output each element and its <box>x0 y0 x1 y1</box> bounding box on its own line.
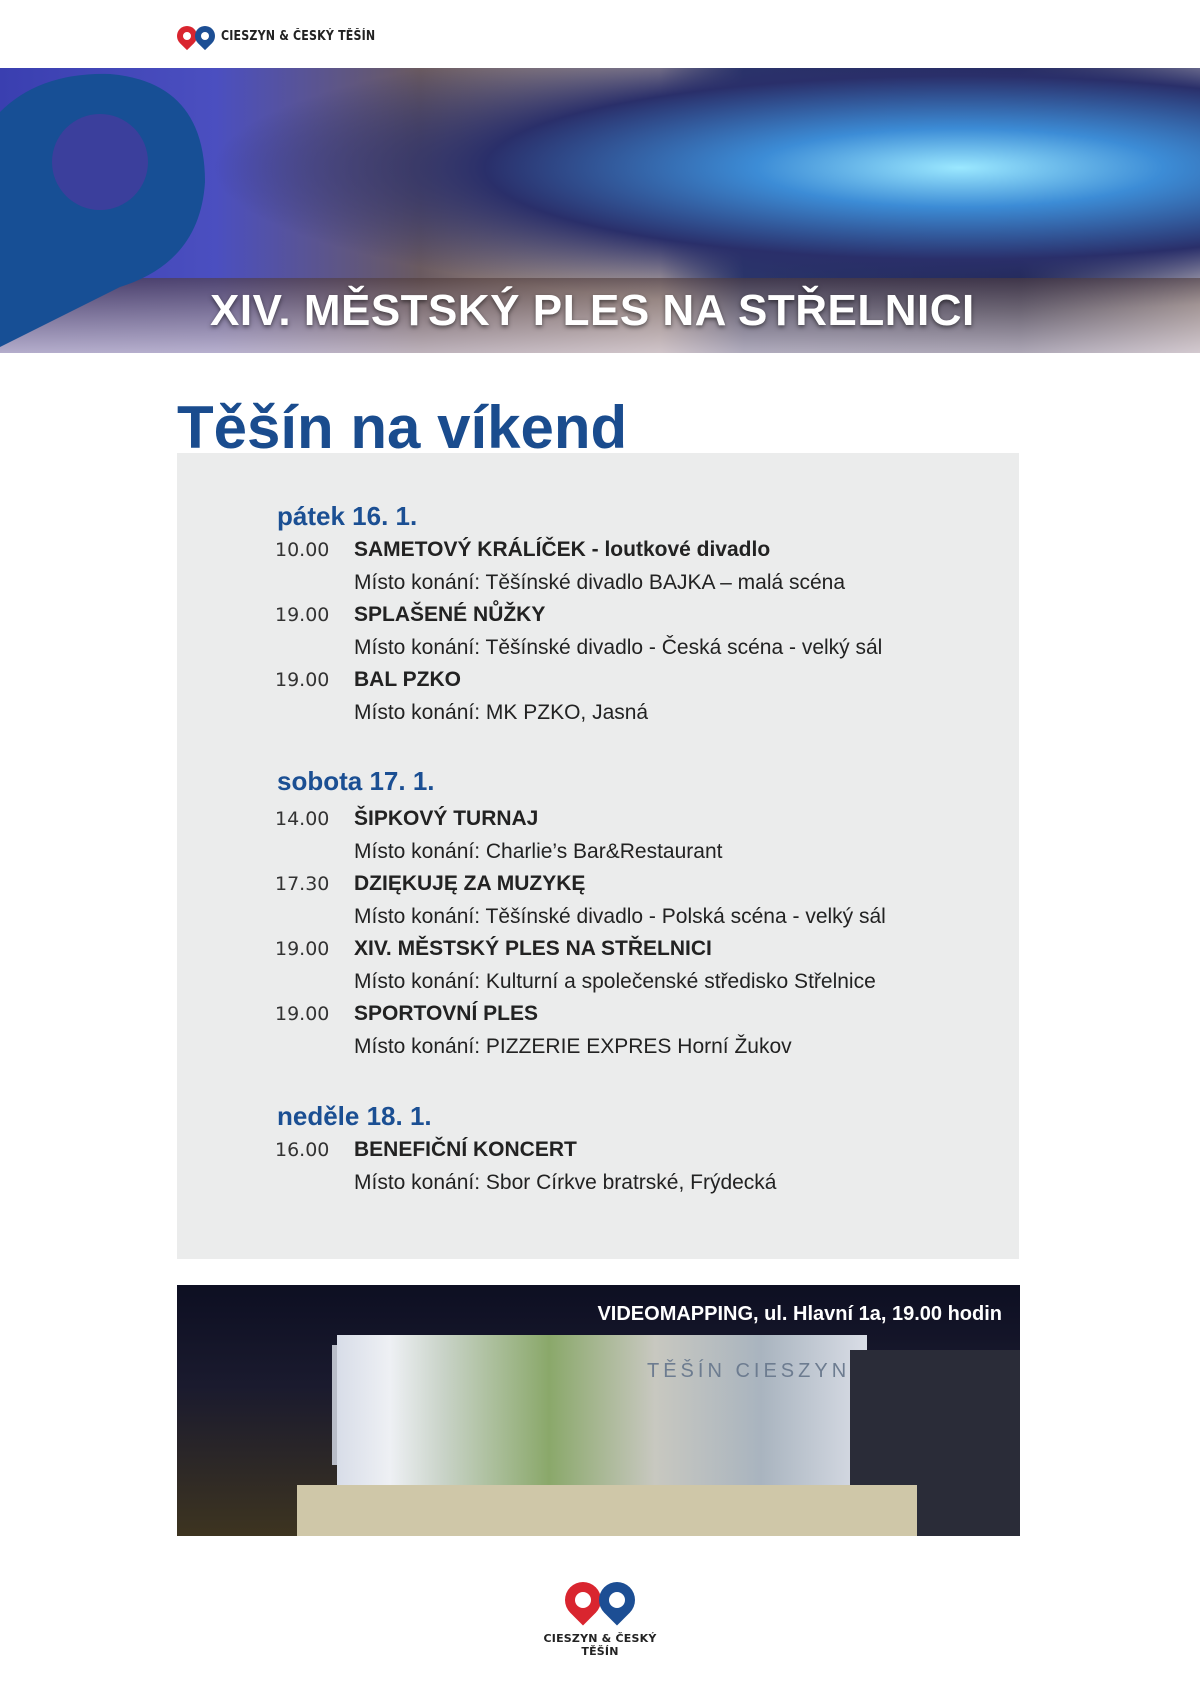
photo-caption: VIDEOMAPPING, ul. Hlavní 1a, 19.00 hodin <box>597 1303 1002 1325</box>
event-row <box>275 538 770 562</box>
event-row <box>275 1002 538 1026</box>
event-venue: Místo konání: Charlie’s Bar&Restaurant <box>354 840 723 863</box>
event-row <box>275 668 461 692</box>
brand-logo-top <box>177 26 403 46</box>
event-banner <box>0 68 1200 353</box>
event-venue: Místo konání: Těšínské divadlo BAJKA – malá scéna <box>354 571 846 594</box>
banner-title: XIV. MĚSTSKÝ PLES NA STŘELNICI <box>210 286 975 335</box>
event-venue: Místo konání: Sbor Církve bratrské, Frýdecká <box>354 1171 777 1194</box>
event-time: 19.00 <box>275 669 330 691</box>
event-time: 19.00 <box>275 604 330 626</box>
day-heading: pátek 16. 1. <box>277 501 418 531</box>
brand-logo-bottom <box>540 1582 660 1658</box>
event-time: 19.00 <box>275 1003 330 1025</box>
event-name: BAL PZKO <box>354 668 461 691</box>
schedule-panel <box>177 453 1019 1259</box>
event-name: SPORTOVNÍ PLES <box>354 1002 538 1025</box>
event-row <box>275 807 538 831</box>
event-name: BENEFIČNÍ KONCERT <box>354 1138 577 1161</box>
logo-pins-icon <box>540 1582 660 1618</box>
logo-pins-icon <box>177 26 215 46</box>
event-venue: Místo konání: Těšínské divadlo - Česká scéna - velký sál <box>354 636 883 659</box>
event-time: 10.00 <box>275 539 330 561</box>
event-row <box>275 603 545 627</box>
projected-sign: TĚŠÍN CIESZYN <box>647 1360 851 1382</box>
event-time: 19.00 <box>275 938 330 960</box>
event-row <box>275 937 712 961</box>
event-name: SPLAŠENÉ NŮŽKY <box>354 603 546 626</box>
event-time: 16.00 <box>275 1139 330 1161</box>
event-name: ŠIPKOVÝ TURNAJ <box>354 807 539 830</box>
brand-name: CIESZYN & ČESKÝ TĚŠÍN <box>543 1632 657 1658</box>
event-venue: Místo konání: Těšínské divadlo - Polská scéna - velký sál <box>354 905 886 928</box>
videomapping-photo <box>177 1285 1020 1536</box>
brand-pin-icon <box>0 72 205 347</box>
event-venue: Místo konání: PIZZERIE EXPRES Horní Žukov <box>354 1035 792 1058</box>
event-venue: Místo konání: Kulturní a společenské středisko Střelnice <box>354 970 876 993</box>
event-row <box>275 1138 577 1162</box>
event-name: XIV. MĚSTSKÝ PLES NA STŘELNICI <box>354 937 712 960</box>
brand-name: CIESZYN & ČESKÝ TĚŠÍN <box>221 28 376 44</box>
page-title: Těšín na víkend <box>177 397 628 453</box>
day-heading: neděle 18. 1. <box>277 1101 432 1131</box>
event-venue: Místo konání: MK PZKO, Jasná <box>354 701 649 724</box>
event-row <box>275 872 585 896</box>
event-time: 17.30 <box>275 873 330 895</box>
event-name: DZIĘKUJĘ ZA MUZYKĘ <box>354 872 586 895</box>
day-heading: sobota 17. 1. <box>277 766 435 796</box>
event-name: SAMETOVÝ KRÁLÍČEK - loutkové divadlo <box>354 538 771 561</box>
event-time: 14.00 <box>275 808 330 830</box>
